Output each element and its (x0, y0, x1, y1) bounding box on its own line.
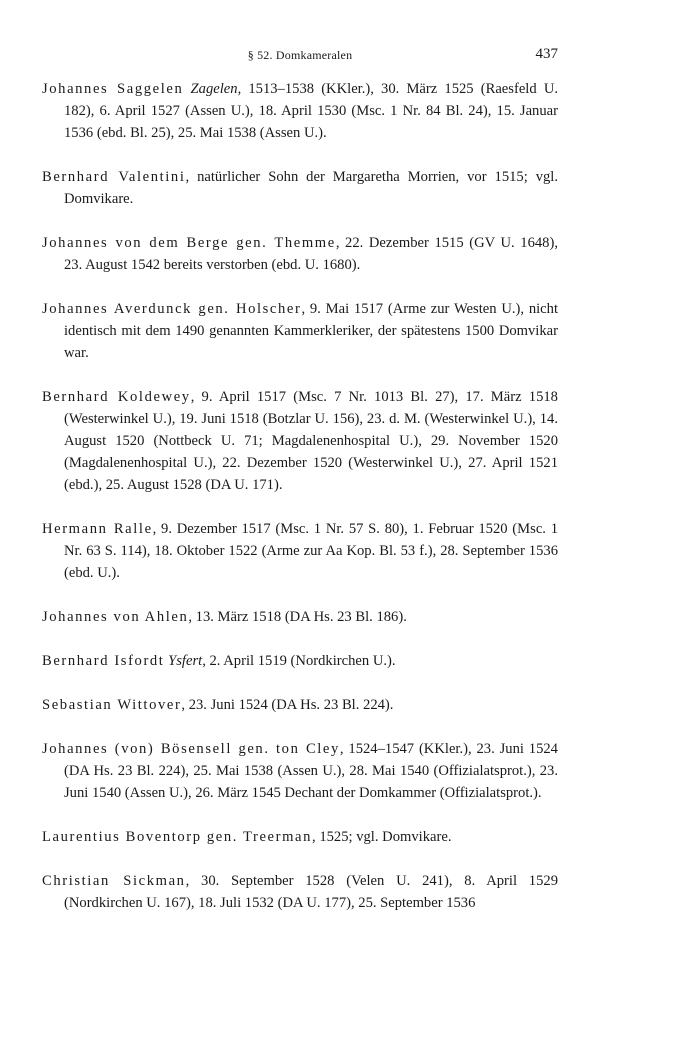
entry-list (42, 78, 558, 914)
entry-text: , 2. April 1519 (Nordkirchen U.). (202, 653, 396, 669)
entry-text: , 9. April 1517 (Msc. 7 Nr. 1013 Bl. 27), 17. März 1518 (Westerwinkel U.), 19. Juni 1518 (Botzlar U. 156), 23. d. M. (Westerwinkel U.), 14. August 1520 (Nottbeck U. 71; Magdalenenhospital U.), 29. November 1520 (Magdalenenhospital U.), 22. Dezember 1520 (Westerwinkel U.), 27. April 1521 (ebd.), 25. August 1528 (DA U. 171). (64, 389, 558, 493)
entry-variant: Zagelen (190, 81, 238, 97)
entry-name: Johannes Saggelen (42, 81, 184, 97)
entry-name: Bernhard Isfordt (42, 653, 165, 669)
entry-text: , 1525; vgl. Domvikare. (312, 829, 452, 845)
running-head (42, 46, 558, 68)
entry-text: , 30. September 1528 (Velen U. 241), 8. April 1529 (Nordkirchen U. 167), 18. Juli 1532 (DA U. 177), 25. September 1536 (64, 873, 558, 911)
entry-name: Sebastian Wittover (42, 697, 182, 713)
entry-name: Johannes von Ahlen (42, 609, 189, 625)
page-number: 437 (535, 46, 558, 62)
entry-text: , 23. Juni 1524 (DA Hs. 23 Bl. 224). (181, 697, 394, 713)
list-item (42, 518, 558, 584)
list-item (42, 738, 558, 804)
list-item (42, 826, 558, 848)
entry-name: Bernhard Koldewey (42, 389, 191, 405)
entry-variant: Ysfert (168, 653, 203, 669)
entry-name: Johannes von dem Berge gen. Themme (42, 235, 336, 251)
entry-text: , 9. Dezember 1517 (Msc. 1 Nr. 57 S. 80), 1. Februar 1520 (Msc. 1 Nr. 63 S. 114), 18. Oktober 1522 (Arme zur Aa Kop. Bl. 53 f.), 28. September 1536 (ebd. U.). (64, 521, 558, 581)
entry-text: , 1513–1538 (KKler.), 30. März 1525 (Raesfeld U. 182), 6. April 1527 (Assen U.), 18. April 1530 (Msc. 1 Nr. 84 Bl. 24), 15. Januar 1536 (ebd. Bl. 25), 25. Mai 1538 (Assen U.). (64, 81, 559, 141)
list-item (42, 386, 558, 496)
list-item (42, 78, 558, 144)
running-head-title: § 52. Domkameralen (247, 48, 353, 62)
list-item (42, 232, 558, 276)
entry-name: Laurentius Boventorp gen. Treerman (42, 829, 313, 845)
list-item (42, 870, 558, 914)
entry-name: Christian Sickman (42, 873, 186, 889)
list-item (42, 650, 558, 672)
entry-text: , 13. März 1518 (DA Hs. 23 Bl. 186). (188, 609, 407, 625)
entry-name: Johannes (von) Bösensell gen. ton Cley (42, 741, 340, 757)
entry-text: , 9. Mai 1517 (Arme zur Westen U.), nicht identisch mit dem 1490 genannten Kammerkleriker, der spätestens 1500 Domvikar war. (64, 301, 558, 361)
entry-name: Hermann Ralle (42, 521, 153, 537)
entry-name: Johannes Averdunck gen. Holscher (42, 301, 302, 317)
list-item (42, 606, 558, 628)
entry-text: , 22. Dezember 1515 (GV U. 1648), 23. August 1542 bereits verstorben (ebd. U. 1680). (64, 235, 558, 273)
entry-name: Bernhard Valentini (42, 169, 186, 185)
list-item (42, 298, 558, 364)
document-page (42, 46, 558, 936)
list-item (42, 166, 558, 210)
entry-text: , natürlicher Sohn der Margaretha Morrien, vor 1515; vgl. Domvikare. (64, 169, 559, 207)
entry-text: , 1524–1547 (KKler.), 23. Juni 1524 (DA Hs. 23 Bl. 224), 25. Mai 1538 (Assen U.), 28. Mai 1540 (Offizialatsprot.), 23. Juni 1540 (Assen U.), 26. März 1545 Dechant der Domkammer (Offizialatsprot.). (64, 741, 558, 801)
list-item (42, 694, 558, 716)
